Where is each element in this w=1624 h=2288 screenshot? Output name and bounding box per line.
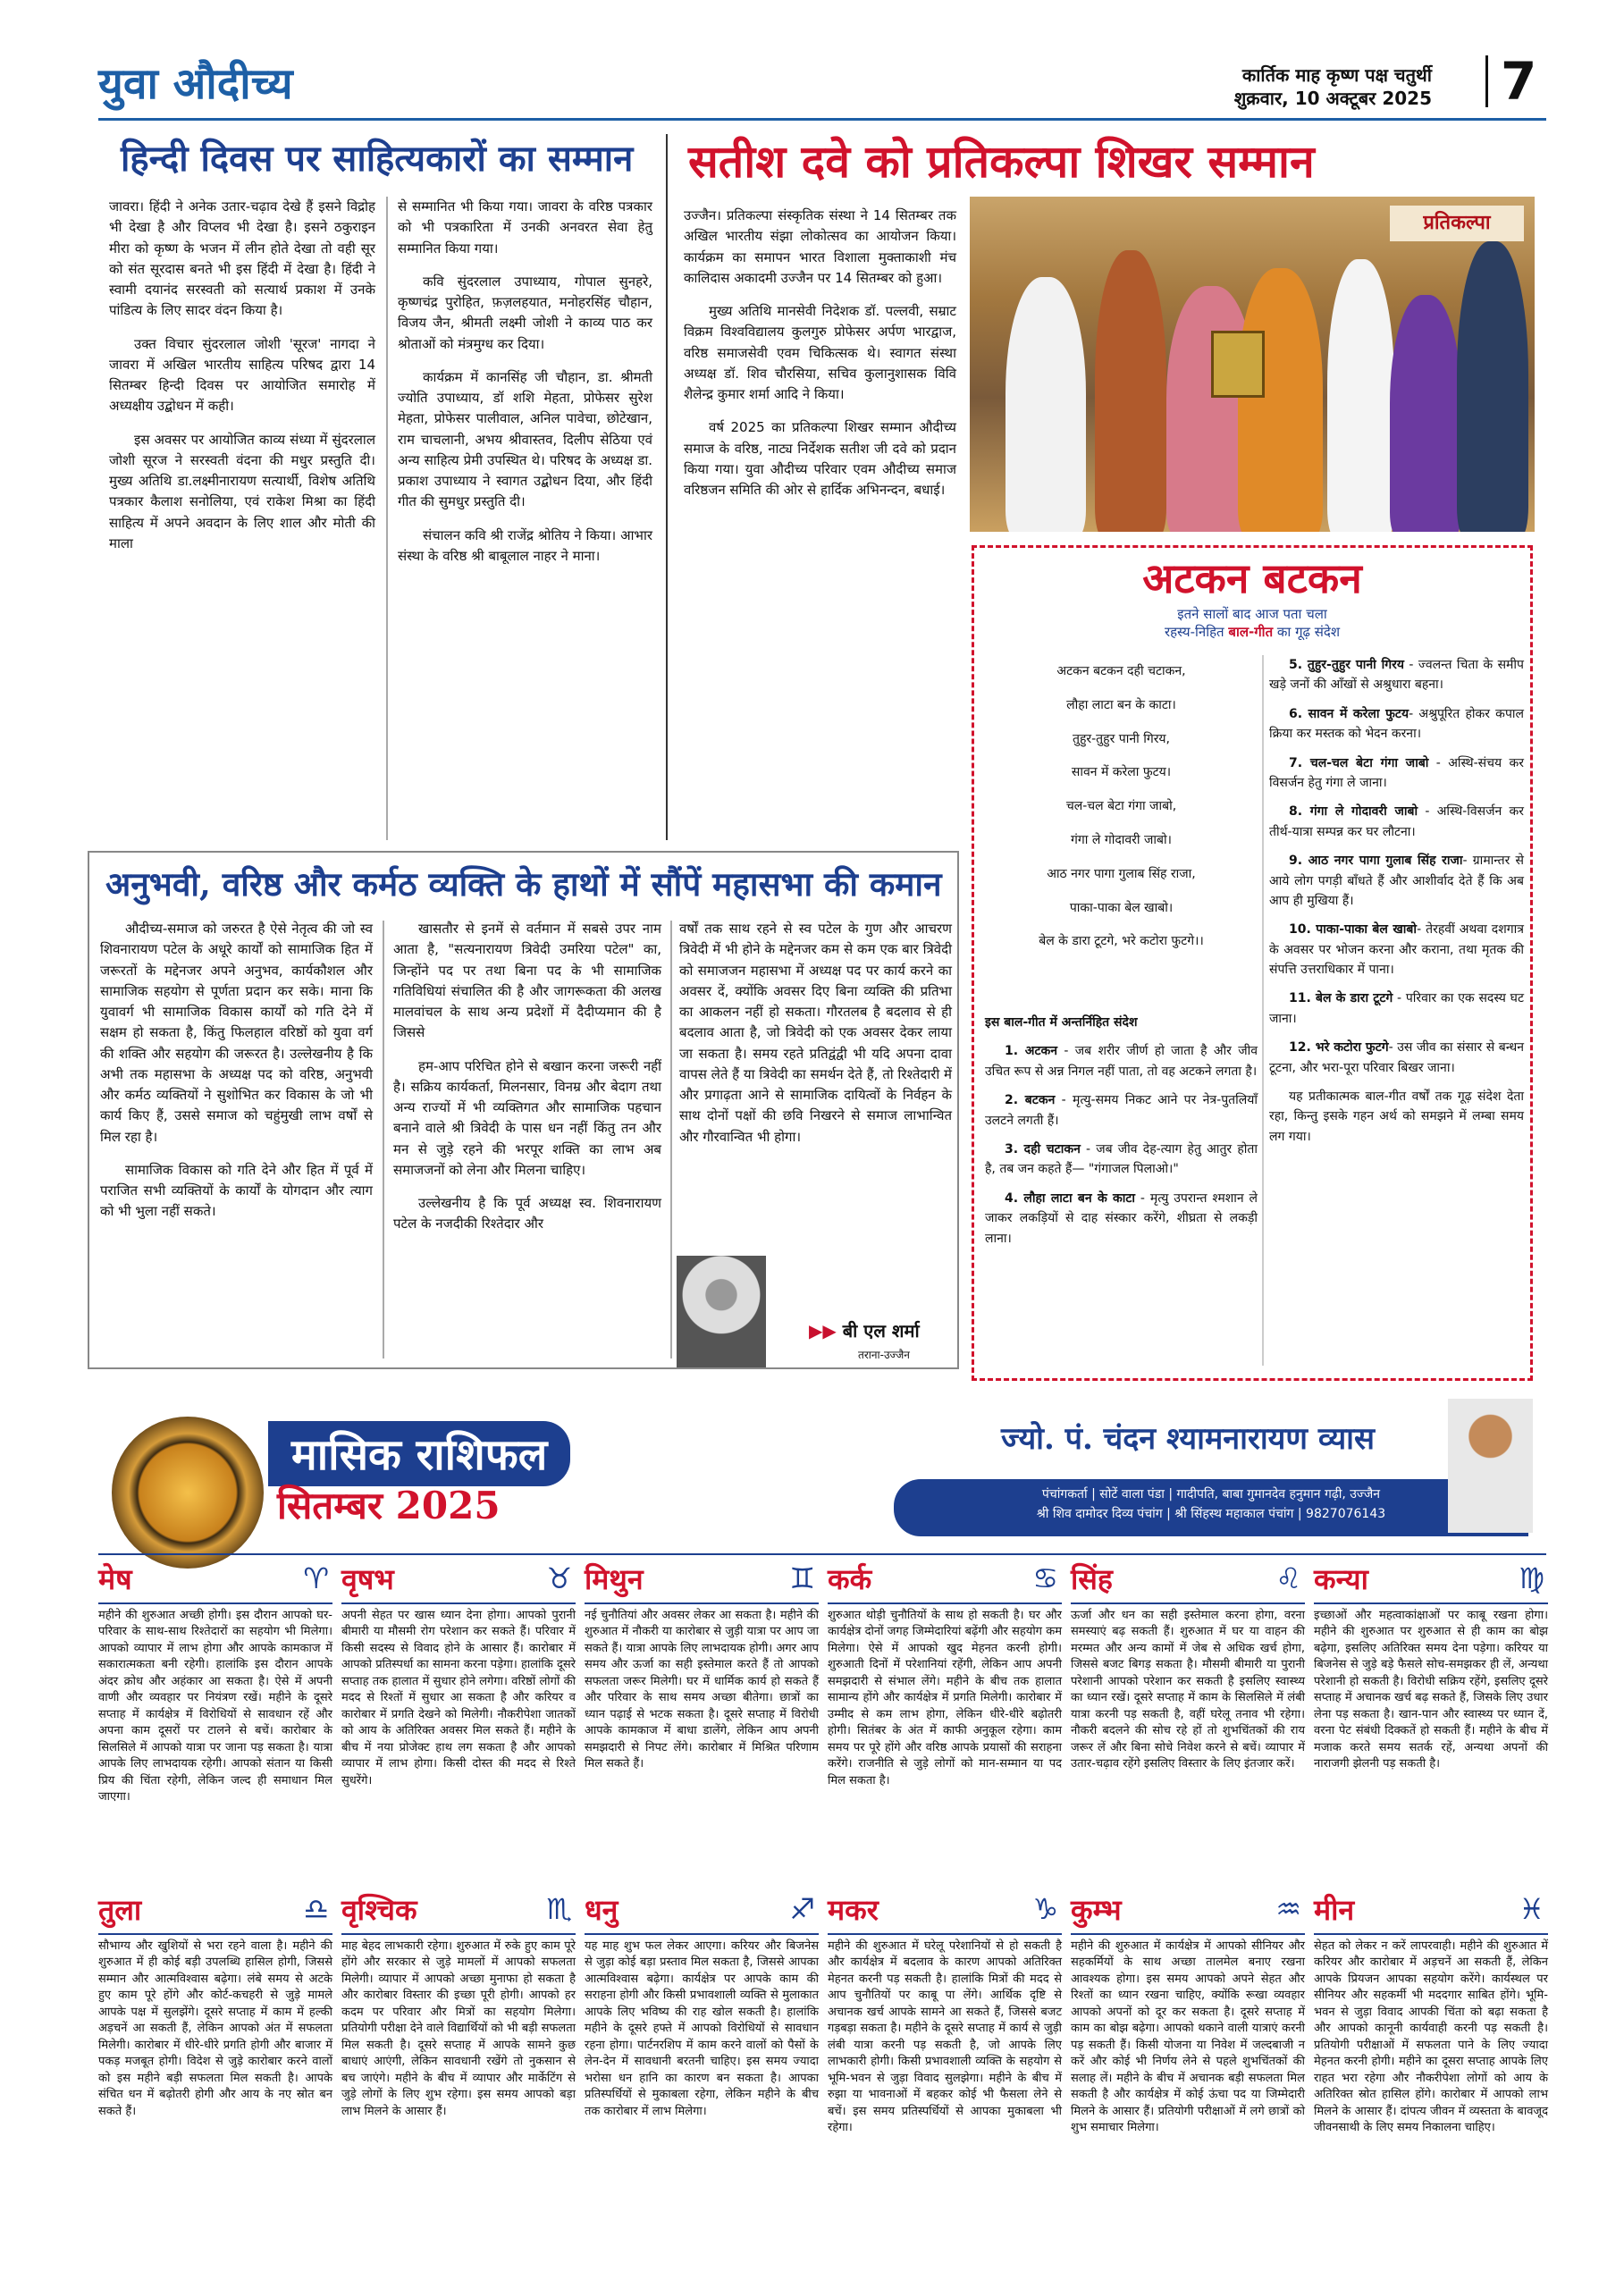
rashi-text: यह माह शुभ फल लेकर आएगा। करियर और बिजनेस से जुड़ा कोई बड़ा प्रस्ताव मिल सकता है, जिससे आपका आत्मविश्वास बढ़ेगा। कार्यक्षेत्र पर आपके काम की सराहना होगी और किसी प्रभावशाली व्यक्ति से मुलाकात आपके लिए भविष्य की राह खोल सकती है। हालांकि महीने के दूसरे हफ्ते में आपको विरोधियों से सावधान रहना होगा। पार्टनरशिप में काम करने वालों को पैसों के लेन-देन में सावधानी बरतनी चाहिए। इस समय ज्यादा भरोसा धन हानि का कारण बन सकता है। आपका प्रतिस्पर्धियों से मुकाबला रहेगा, लेकिन महीने के बीच तक कारोबार में लाभ मिलेगा। (585, 1939, 819, 2118)
atkan-batkan-box (972, 545, 1533, 1381)
award-photo (970, 197, 1535, 532)
rashi-text: सौभाग्य और खुशियों से भरा रहने वाला है। महीने की शुरुआत में ही कोई बड़ी उपलब्धि हासिल होगी, जिससे सम्मान और आत्मविश्वास बढ़ेगा। लंबे समय से अटके हुए काम पूरे होंगे और कोर्ट-कचहरी से जुड़े मामले आपके पक्ष में सुलझेंगे। दूसरे सप्ताह में काम में हल्की अड़चनें आ सकती हैं, लेकिन आपको अंत में सफलता मिलेगी। कारोबार में धीरे-धीरे प्रगति होगी और बाजार में पकड़ मजबूत होगी। विदेश से जुड़े कारोबार करने वालों को इस महीने बड़ी सफलता मिल सकती है। आपके संचित धन में बढ़ोतरी होगी और आय के नए स्रोत बन सकते हैं। (98, 1939, 332, 2118)
meaning-value: - अस्थि-संचय कर विसर्जन हेतु गंगा ले जाना। (1269, 755, 1524, 790)
rashifal-rule (98, 1553, 1546, 1555)
meaning-value: - परिवार का एक सदस्य घट जाना। (1269, 991, 1525, 1026)
paragraph: उज्जैन। प्रतिकल्पा संस्कृतिक संस्था ने 14 सितम्बर तक अखिल भारतीय संझा लोकोत्सव का आयोजन किया। कार्यक्रम का समापन भारत विशाला मुक्ताकाशी मंच कालिदास अकादमी उज्जैन पर 14 सितम्बर को हुआ। (684, 207, 956, 286)
rashi-singh (1071, 1560, 1305, 1773)
sagittarius-icon: ♐ (789, 1892, 815, 1926)
article2-body (684, 206, 956, 513)
rashi-vrishabh (341, 1560, 576, 1789)
aquarius-icon: ♒ (1275, 1892, 1301, 1926)
libra-icon: ♎ (303, 1892, 329, 1926)
meaning-value: - मृत्यु-समय निकट आने पर नेत्र-पुतलियाँ उलटने लगती हैं। (985, 1093, 1258, 1128)
rashi-makar (828, 1890, 1062, 2136)
rashi-text: इच्छाओं और महत्वाकांक्षाओं पर काबू रखना होगा। महीने की शुरुआत पर शुरुआत से ही काम का बोझ बढ़ेगा, इसलिए अतिरिक्त समय देना पड़ेगा। करियर या बिजनेस से जुड़े बड़े फैसले सोच-समझकर ही लें, अन्यथा परेशानी हो सकती है। विरोधी सक्रिय रहेंगे, इसलिए दूसरे सप्ताह में अचानक खर्च बढ़ सकते हैं, जिसके लिए उधार लेना पड़ सकता है। खान-पान और स्वास्थ्य पर ध्यान दें, वरना पेट संबंधी दिक्कतें हो सकती हैं। महीने के बीच में मजाक करते समय सतर्क रहें, अन्यथा अपनों की नाराजगी झेलनी पड़ सकती है। (1314, 1609, 1548, 1771)
column-divider (386, 197, 388, 840)
rashi-mesh (98, 1560, 332, 1805)
meaning-left (985, 1013, 1258, 1258)
capricorn-icon: ♑ (1032, 1892, 1058, 1926)
meaning-value: - ग्रामान्तर से आये लोग पगड़ी बाँधते हैं और आशीर्वाद देते हैं कि अब आप ही मुखिया हैं। (1269, 854, 1524, 908)
gemini-icon: ♊ (789, 1561, 815, 1595)
meaning-item (1269, 704, 1524, 744)
virgo-icon: ♍ (1519, 1561, 1544, 1595)
author-photo (677, 1256, 766, 1367)
meaning-item (1269, 753, 1524, 794)
aries-icon: ♈ (303, 1561, 329, 1595)
rashi-dhanu (585, 1890, 819, 2120)
poem-line: चल-चल बेटा गंगा जाबो, (1065, 799, 1177, 814)
person-figure (1327, 259, 1394, 532)
poem-line: पाका-पाका बेल खाबो। (1069, 900, 1174, 915)
rashi-name: मकर (828, 1893, 879, 1927)
person-figure (1095, 250, 1166, 532)
rashi-text: नई चुनौतियां और अवसर लेकर आ सकता है। महीने की शुरुआत में नौकरी या कारोबार से जुड़ी यात्रा पर आप जा सकते हैं। यात्रा आपके लिए लाभदायक होगी। अगर आप समय और ऊर्जा का सही इस्तेमाल करते हैं तो आपको सफलता जरूर मिलेगी। घर में धार्मिक कार्य हो सकते हैं और परिवार के साथ समय अच्छा बीतेगा। छात्रों का ध्यान पढ़ाई से भटक सकता है। दूसरे सप्ताह में विरोधी आपके कामकाज में बाधा डालेंगे, लेकिन आप अपनी समझदारी से निपट लेंगे। कारोबार में मिश्रित परिणाम मिल सकते हैं। (585, 1609, 819, 1771)
rashi-text: माह बेहद लाभकारी रहेगा। शुरुआत में रुके हुए काम पूरे होंगे और सरकार से जुड़े मामलों में आपको सफलता मिलेगी। व्यापार में आपको अच्छा मुनाफा हो सकता है और कारोबार विस्तार की इच्छा पूरी होगी। आपको हर कदम पर परिवार और मित्रों का सहयोग मिलेगा। प्रतियोगी परीक्षा देने वाले विद्यार्थियों को भी बड़ी सफलता मिल सकती है। दूसरे सप्ताह में आपके सामने कुछ बाधाएं आएंगी, लेकिन सावधानी रखेंगे तो नुकसान से बच जाएंगे। महीने के बीच में व्यापार और मार्केटिंग से जुड़े लोगों के लिए शुभ रहेगा। इस समय आपको बड़ा लाभ मिलने के आसार हैं। (341, 1939, 576, 2118)
astrologer-info-line: पंचांगकर्ता | सोटें वाला पंडा | गादीपति, बाबा गुमानदेव हनुमान गढ़ी, उज्जैन (1041, 1487, 1381, 1502)
astrologer-name: ज्यो. पं. चंदन श्यामनारायण व्यास (1001, 1421, 1375, 1457)
astrologer-info-line: श्री शिव दामोदर दिव्य पंचांग | श्री सिंहस्थ महाकाल पंचांग | 9827076143 (1036, 1507, 1386, 1522)
rashi-name: मेष (98, 1562, 132, 1596)
paragraph: हम-आप परिचित होने से बखान करना जरूरी नहीं है। सक्रिय कार्यकर्ता, मिलनसार, विनम्र और बेदाग तथा अन्य राज्यों में भी व्यक्तिगत और सामाजिक पहचान बनाने वाले श्री त्रिवेदी के पास धन नहीं किंतु तन और मन से जुड़े रहने की भरपूर शक्ति का लाभ अब समाजजनों को लेना और मिलना चाहिए। (393, 1057, 661, 1178)
arrow-icon: ▶▶ (809, 1320, 843, 1342)
meaning-item (1269, 920, 1524, 980)
poem-line: गंगा ले गोदावरी जाबो। (1071, 832, 1172, 847)
award-plaque (1211, 331, 1265, 398)
poem-line: बेल के डारा टूटगे, भरे कटोरा फुटगे।। (1039, 934, 1204, 949)
poem-line: अटकन बटकन दही चटाकन, (1056, 664, 1186, 678)
poem-line: तुहुर-तुहुर पानी गिरय, (1072, 731, 1170, 746)
person-figure (1457, 241, 1528, 532)
rashi-name: मीन (1314, 1893, 1355, 1927)
rashi-kumbh (1071, 1890, 1305, 2136)
meaning-item (1269, 1038, 1524, 1078)
poem-line: सावन में करेला फुटय। (1071, 765, 1172, 780)
rashi-name: कर्क (828, 1562, 872, 1596)
meaning-key: 11. बेल के डारा टूटगे (1289, 991, 1393, 1006)
rashi-vrishchik (341, 1890, 576, 2120)
article1-col2 (398, 197, 652, 579)
paragraph: मुख्य अतिथि मानसेवी निदेशक डॉ. पल्लवी, सम्राट विक्रम विश्वविद्यालय कुलगुरु प्रोफेसर अर्पण भारद्वाज, वरिष्ठ समाजसेवी एवम चिकित्सक थे। स्वागत संस्था अध्यक्ष डॉ. शिव चौरसिया, सचिव कुलानुशासक विवि शैलेन्द्र कुमार शर्मा आदि ने किया। (684, 303, 956, 402)
article1-col1 (109, 197, 375, 567)
paragraph: से सम्मानित भी किया गया। जावरा के वरिष्ठ पत्रकार को भी पत्रकारिता में उनकी अनवरत सेवा हेतु सम्मानित किया गया। (398, 198, 652, 257)
rashi-text: महीने की शुरुआत में कार्यक्षेत्र में आपको सीनियर और सहकर्मियों के साथ अच्छा तालमेल बनाए रखना आवश्यक होगा। इस समय आपको अपने सेहत और रिश्तों का ध्यान रखना चाहिए, क्योंकि रूखा व्यवहार आपको अपनों को दूर कर सकता है। दूसरे सप्ताह में काम का बोझ बढ़ेगा। आपको थकाने वाली यात्राएं करनी पड़ सकती हैं। किसी योजना या निवेश में जल्दबाजी न करें और कोई भी निर्णय लेने से पहले शुभचिंतकों की सलाह लें। महीने के बीच में अचानक बड़ी सफलता मिल सकती है और कार्यक्षेत्र में कोई ऊंचा पद या जिम्मेदारी मिलने के आसार हैं। प्रतियोगी परीक्षाओं में लगे छात्रों को शुभ समाचार मिलेगा। (1071, 1939, 1305, 2134)
meaning-item (985, 1041, 1258, 1081)
closing-note: यह प्रतीकात्मक बाल-गीत वर्षों तक गूढ़ संदेश देता रहा, किन्तु इसके गहन अर्थ को समझने में लम्बा समय लग गया। (1269, 1089, 1524, 1144)
meaning-key: 4. लौहा लाटा बन के काटा (1005, 1190, 1136, 1206)
rashi-text: ऊर्जा और धन का सही इस्तेमाल करना होगा, वरना समस्याएं बढ़ सकती हैं। शुरुआत में घर या वाहन की मरम्मत और अन्य कामों में जेब से अधिक खर्च होगा, जिससे बजट बिगड़ सकता है। मौसमी बीमारी या पुरानी परेशानी आपको परेशान कर सकती है इसलिए स्वास्थ्य का ध्यान रखें। दूसरे सप्ताह में काम के सिलसिले में लंबी यात्रा करनी पड़ सकती है, वहीं घरेलू तनाव भी रहेगा। नौकरी बदलने की सोच रहे हों तो शुभचिंतकों की राय जरूर लें और बिना सोचे निवेश करने से बचें। व्यापार में उतार-चढ़ाव रहेंगे इसलिए विस्तार के लिए इंतजार करें। (1071, 1609, 1305, 1771)
astrologer-info (894, 1479, 1528, 1536)
rashifal-title: मासिक राशिफल (268, 1421, 570, 1486)
paragraph: सामाजिक विकास को गति देने और हित में पूर्व में पराजित सभी व्यक्तियों के कार्यों के योगदान और त्याग को भी भुला नहीं सकते। (100, 1161, 373, 1220)
meaning-value: - जब जीव देह-त्याग हेतु आतुर होता है, तब जन कहते हैं— "गंगाजल पिलाओ।" (985, 1141, 1258, 1177)
rashi-text: शुरुआत थोड़ी चुनौतियों के साथ हो सकती है। घर और कार्यक्षेत्र दोनों जगह जिम्मेदारियां बढ़ेंगी और सहयोग कम मिलेगा। ऐसे में आपको खुद मेहनत करनी होगी। शुरुआती दिनों में परेशानियां रहेंगी, लेकिन आप अपनी समझदारी से संभाल लेंगे। महीने के बीच तक हालात सामान्य होंगे और कार्यक्षेत्र में प्रगति मिलेगी। कारोबार में उम्मीद से कम लाभ होगा, लेकिन धीरे-धीरे बढ़ोतरी होगी। सितंबर के अंत में काफी अनुकूल रहेगा। काम समय पर पूरे होंगे और वरिष्ठ आपके प्रयासों की सराहना करेंगे। राजनीति से जुड़े लोगों को मान-सम्मान या पद मिल सकता है। (828, 1609, 1062, 1788)
meaning-right (1269, 655, 1524, 1147)
rashi-name: वृश्चिक (341, 1893, 417, 1927)
author-place: तराना-उज्जैन (858, 1349, 910, 1361)
person-figure (1238, 268, 1323, 532)
section-divider (666, 134, 668, 840)
atkan-subtitle-1: इतने सालों बाद आज पता चला (1177, 606, 1327, 622)
paragraph: जावरा। हिंदी ने अनेक उतार-चढ़ाव देखे हैं इसने विद्रोह भी देखा है और विप्लव भी देखा है। इसने ठकुराइन मीरा को कृष्ण के भजन में लीन होते देखा तो वही सूर को संत सूरदास बनते भी इस हिंदी में देखा है। हिंदी ने स्वामी दयानंद सरस्वती को सत्यार्थ प्रकाश में उनके पांडित्य के लिए सादर वंदन किया है। (109, 198, 375, 319)
paragraph: खासतौर से इनमें से वर्तमान में सबसे उपर नाम आता है, "सत्यनारायण त्रिवेदी उमरिया पटेल" का, जिन्होंने पद पर तथा बिना पद के भी सामाजिक गतिविधियां संचालित की है और जागरूकता की अलख मालवांचल के साथ अन्य प्रदेशों में दैदीप्यमान की है जिससे (393, 921, 661, 1041)
page-number: 7 (1485, 55, 1536, 107)
cancer-icon: ♋ (1032, 1561, 1058, 1595)
paragraph: कार्यक्रम में कानसिंह जी चौहान, डा. श्रीमती ज्योति उपाध्याय, डॉ शशि मेहता, प्रोफेसर सुरेश मेहता, प्रोफेसर पालीवाल, अनिल पावेचा, छोटेखान, राम चाचलानी, अभय श्रीवास्तव, दिलीप सेठिया एवं अन्य साहित्य प्रेमी उपस्थित थे। परिषद के अध्यक्ष डा. प्रकाश उपाध्याय ने स्वागत उद्बोधन दिया, और हिंदी गीत की सुमधुर प्रस्तुति दी। (398, 368, 652, 510)
photo-banner: प्रतिकल्पा (1390, 206, 1524, 241)
paragraph: वर्ष 2025 का प्रतिकल्पा शिखर सम्मान औदीच्य समाज के वरिष्ठ, नाट्य निर्देशक सतीश जी दवे को प्रदान किया गया। युवा औदीच्य परिवार एवम औदीच्य समाज वरिष्ठजन समिति की ओर से हार्दिक अभिनन्दन, बधाई। (684, 419, 956, 498)
meaning-value: - ज्वलन्त चिता के समीप खड़े जनों की आँखों से अश्रुधारा बहना। (1269, 658, 1524, 693)
article3-col2 (393, 919, 661, 1248)
meaning-key: 10. पाका-पाका बेल खाबो (1289, 922, 1418, 938)
meaning-key: 9. आठ नगर पागा गुलाब सिंह राजा (1289, 854, 1463, 869)
meaning-item (985, 1140, 1258, 1180)
article3-col1 (100, 919, 373, 1235)
rashi-kanya (1314, 1560, 1548, 1773)
rashi-tula (98, 1890, 332, 2120)
date-line-2: शुक्रवार, 10 अक्टूबर 2025 (1233, 88, 1432, 109)
rashi-name: वृषभ (341, 1562, 394, 1596)
zodiac-wheel-icon (112, 1417, 264, 1569)
date-line-1: कार्तिक माह कृष्ण पक्ष चतुर्थी (1241, 64, 1432, 86)
meaning-key: 5. तुहुर-तुहुर पानी गिरय (1289, 658, 1404, 672)
poem-line: लौहा लाटा बन के काटा। (1066, 697, 1176, 712)
author-name-text: बी एल शर्मा (842, 1320, 920, 1342)
meaning-value: - जब शरीर जीर्ण हो जाता है और जीव उचित रूप से अन्न निगल नहीं पाता, तो वह अटकने लगता है। (985, 1044, 1258, 1079)
rashi-text: महीने की शुरुआत अच्छी होगी। इस दौरान आपको घर-परिवार के साथ-साथ रिश्तेदारों का सहयोग भी मिलेगा। आपको व्यापार में लाभ होगा और आपके कामकाज में सकारात्मकता बनी रहेगी। हालांकि इस दौरान आपके अंदर क्रोध और अहंकार आ सकता है। ऐसे में अपनी वाणी और व्यवहार पर नियंत्रण रखें। महीने के दूसरे सप्ताह में कार्यक्षेत्र में विरोधियों से सावधान रहें और अपना काम दूसरों पर टालने से बचें। कारोबार के सिलसिले में आपको यात्रा पर जाना पड़ सकता है। यात्रा आपके लिए लाभदायक रहेगी। आपको संतान या किसी प्रिय की चिंता रहेगी, लेकिन जल्द ही समाधान मिल जाएगा। (98, 1609, 332, 1804)
meaning-heading: इस बाल-गीत में अन्तर्निहित संदेश (985, 1015, 1138, 1030)
meaning-key: 12. भरे कटोरा फुटगे (1289, 1040, 1389, 1056)
subtitle-highlight: बाल-गीत (1228, 624, 1274, 640)
meaning-value: - तेरहवीं अथवा दशगात्र के अवसर पर भोजन करना और कराना, तथा मृतक की संपत्ति उत्तराधिकार में पाना। (1269, 922, 1524, 978)
meaning-item (1269, 655, 1524, 695)
person-figure (1006, 277, 1086, 532)
meaning-key: 1. अटकन (1005, 1044, 1058, 1059)
masthead-rule (98, 118, 1546, 121)
rashi-name: कन्या (1314, 1562, 1368, 1596)
astrologer-photo (1448, 1399, 1533, 1533)
rashi-name: तुला (98, 1893, 142, 1927)
scorpio-icon: ♏ (546, 1892, 572, 1926)
column-divider (383, 921, 384, 1358)
atkan-subtitle-2 (974, 623, 1530, 641)
rashi-name: मिथुन (585, 1562, 644, 1596)
paragraph: उक्त विचार सुंदरलाल जोशी 'सूरज' नागदा ने जावरा में अखिल भारतीय साहित्य परिषद द्वारा 14 सितम्बर हिन्दी दिवस पर आयोजित समारोह में अध्यक्षीय उद्बोधन में कही। (109, 335, 375, 415)
leo-icon: ♌ (1275, 1561, 1301, 1595)
meaning-key: 8. गंगा ले गोदावरी जाबो (1289, 804, 1418, 820)
rashi-kark (828, 1560, 1062, 1789)
rashi-text: महीने की शुरुआत में घरेलू परेशानियों से हो सकती है और कार्यक्षेत्र में बदलाव के कारण आपको अतिरिक्त मेहनत करनी पड़ सकती है। हालांकि मित्रों की मदद से आप चुनौतियों पर काबू पा लेंगे। आर्थिक दृष्टि से अचानक खर्च आपके सामने आ सकते हैं, जिससे बजट गड़बड़ा सकता है। महीने के दूसरे सप्ताह में कार्य से जुड़ी लंबी यात्रा करनी पड़ सकती है, जो आपके लिए लाभकारी होगी। किसी प्रभावशाली व्यक्ति के सहयोग से भूमि-भवन से जुड़ा विवाद सुलझेगा। महीने के बीच में रुझा या भावनाओं में बहकर कोई भी फैसला लेने से बचें। इस समय प्रतिस्पर्धियों से आपका मुकाबला भी रहेगा। (828, 1939, 1062, 2134)
meaning-value: - अस्थि-विसर्जन कर तीर्थ-यात्रा सम्पन्न कर घर लौटना। (1269, 804, 1524, 839)
meaning-key: 3. दही चटाकन (1005, 1141, 1081, 1157)
article3-headline: अनुभवी, वरिष्ठ और कर्मठ व्यक्ति के हाथों में सौंपें महासभा की कमान (105, 864, 942, 904)
meaning-value: - मृत्यु उपरान्त श्मशान ले जाकर लकड़ियों से दाह संस्कार करेंगे, शीघ्रता से लकड़ी लाना। (985, 1190, 1258, 1246)
rashi-text: अपनी सेहत पर खास ध्यान देना होगा। आपको पुरानी बीमारी या मौसमी रोग परेशान कर सकते हैं। परिवार में किसी सदस्य से विवाद होने के आसार हैं। कारोबार में आपको प्रतिस्पर्धा का सामना करना पड़ेगा। हालांकि दूसरे सप्ताह तक हालात में सुधार होने लगेगा। वरिष्ठों लोगों की मदद से रिश्तों में सुधार आ सकता है और करियर व कारोबार में प्रगति देखने को मिलेगी। नौकरीपेशा जातकों को आय के अतिरिक्त अवसर मिल सकते हैं। महीने के बीच में नया प्रोजेक्ट हाथ लग सकता है और आपको व्यापार में लाभ होगा। किसी दोस्त की मदद से रिश्ते सुधरेंगे। (341, 1609, 576, 1788)
pisces-icon: ♓ (1519, 1892, 1544, 1926)
subtitle-part: रहस्य-निहित (1164, 624, 1229, 640)
rashi-text: सेहत को लेकर न करें लापरवाही। महीने की शुरुआत में करियर और कारोबार में अड़चनें आ सकती हैं, लेकिन आपके प्रियजन आपका सहयोग करेंगे। कार्यस्थल पर सीनियर और सहकर्मी भी मददगार साबित होंगे। भूमि-भवन से जुड़ा विवाद आपकी चिंता को बढ़ा सकता है और आपको कानूनी कार्यवाही करनी पड़ सकती है। प्रतियोगी परीक्षाओं में सफलता पाने के लिए ज्यादा मेहनत करनी होगी। महीने का दूसरा सप्ताह आपके लिए राहत भरा रहेगा और नौकरीपेशा लोगों को आय के अतिरिक्त स्रोत हासिल होंगे। कारोबार में आपको लाभ मिलने के आसार हैं। दांपत्य जीवन में व्यस्तता के बावजूद जीवनसाथी के लिए समय निकालना चाहिए। (1314, 1939, 1548, 2134)
meaning-value: - उस जीव का संसार से बन्धन टूटना, और भरा-पूरा परिवार बिखर जाना। (1269, 1040, 1524, 1075)
paragraph: इस अवसर पर आयोजित काव्य संध्या में सुंदरलाल जोशी सूरज ने सरस्वती वंदना की मधुर प्रस्तुति दी। मुख्य अतिथि डा.लक्ष्मीनारायण सत्यार्थी, विशेष अतिथि पत्रकार कैलाश सनोलिया, एवं राकेश मिश्रा का हिंदी साहित्य में अपने अवदान के लिए शाल और मोती की माला (109, 431, 375, 551)
meaning-key: 2. बटकन (1005, 1093, 1056, 1108)
meaning-value: - अश्रुपूरित होकर कपाल क्रिया कर मस्तक को भेदन करना। (1269, 706, 1525, 742)
subtitle-part: का गूढ़ संदेश (1273, 624, 1341, 640)
rashi-name: धनु (585, 1893, 618, 1927)
poem-line: आठ नगर पागा गुलाब सिंह राजा, (1047, 866, 1196, 881)
rashi-name: सिंह (1071, 1562, 1113, 1596)
atkan-title: अटकन बटकन (1142, 554, 1362, 602)
paragraph: कवि सुंदरलाल उपाध्याय, गोपाल सुनहरे, कृष्णचंद्र पुरोहित, फ़ज़लहयात, मनोहरसिंह चौहान, विजय जैन, श्रीमती लक्ष्मी जोशी ने काव्य पाठ कर श्रोताओं को मंत्रमुग्ध कर दिया। (398, 273, 652, 352)
person-figure (1390, 295, 1461, 532)
box-divider (1262, 655, 1264, 1366)
paragraph: औदीच्य-समाज को जरुरत है ऐसे नेतृत्व की जो स्व शिवनारायण पटेल के अधूरे कार्यों को सामाजिक हित में जरूरतों के मद्देनजर अपने अनुभव, कार्यकौशल और सामाजिक सहयोग से पूर्णता प्रदान कर सके। माना कि युवावर्ग भी सामाजिक विकास कार्यों को गति देने में सक्षम हो सकता है, किंतु फिलहाल वरिष्ठों को युवा वर्ग की शक्ति और सहयोग की जरूरत है। उल्लेखनीय है कि अभी तक महासभा के अध्यक्ष पद को वरिष्ठ, अनुभवी और कर्मठ व्यक्तियों ने सुशोभित कर विकास के जो भी कार्य किए हैं, उससे समाज को चहुंमुखी लाभ वर्षों से मिल रहा है। (100, 921, 373, 1145)
article2-headline: सतीश दवे को प्रतिकल्पा शिखर सम्मान (688, 135, 1315, 188)
article3-col3 (679, 919, 952, 1160)
article1-headline: हिन्दी दिवस पर साहित्यकारों का सम्मान (121, 138, 634, 180)
meaning-item (1269, 851, 1524, 911)
paragraph: संचालन कवि श्री राजेंद्र श्रोतिय ने किया। आभार संस्था के वरिष्ठ श्री बाबूलाल नाहर ने माना। (398, 526, 652, 564)
masthead: युवा औदीच्य (98, 59, 293, 109)
meaning-item (985, 1189, 1258, 1249)
paragraph: वर्षों तक साथ रहने से स्व पटेल के गुण और आचरण त्रिवेदी में भी होने के मद्देनजर कम से कम एक बार त्रिवेदी को समाजजन महासभा में अध्यक्ष पद पर कार्य करने का अवसर दें, क्योंकि अवसर दिए बिना व्यक्ति की प्रतिभा का आकलन नहीं हो सकता। गौरतलब है बदलाव से ही बदलाव आता है, जो त्रिवेदी को एक अवसर देकर लाया जा सकता है। समय रहते प्रतिद्वंद्वी भी यदि अपना दावा वापस लेते हैं या त्रिवेदी का समर्थन देते हैं, तो रिश्तेदारी में और प्रगाढ़ता आने से सामाजिक दायित्वों के निर्वहन के साथ दोनों पक्षों की छवि निखरने से समाज लाभान्वित और गौरवान्वित भी होगा। (679, 921, 952, 1145)
taurus-icon: ♉ (546, 1561, 572, 1595)
rashi-mithun (585, 1560, 819, 1773)
author-name (809, 1318, 920, 1342)
meaning-key: 6. सावन में करेला फुटय (1289, 706, 1409, 721)
rashi-name: कुम्भ (1071, 1893, 1122, 1927)
meaning-key: 7. चल-चल बेटा गंगा जाबो (1289, 755, 1429, 770)
column-divider (670, 921, 672, 1358)
rashi-meen (1314, 1890, 1548, 2136)
poem (985, 655, 1258, 959)
meaning-item (1269, 802, 1524, 842)
meaning-item (1269, 988, 1524, 1029)
rashifal-month: सितम्बर 2025 (277, 1484, 501, 1527)
meaning-item (985, 1090, 1258, 1131)
paragraph: उल्लेखनीय है कि पूर्व अध्यक्ष स्व. शिवनारायण पटेल के नजदीकी रिश्तेदार और (393, 1195, 661, 1232)
